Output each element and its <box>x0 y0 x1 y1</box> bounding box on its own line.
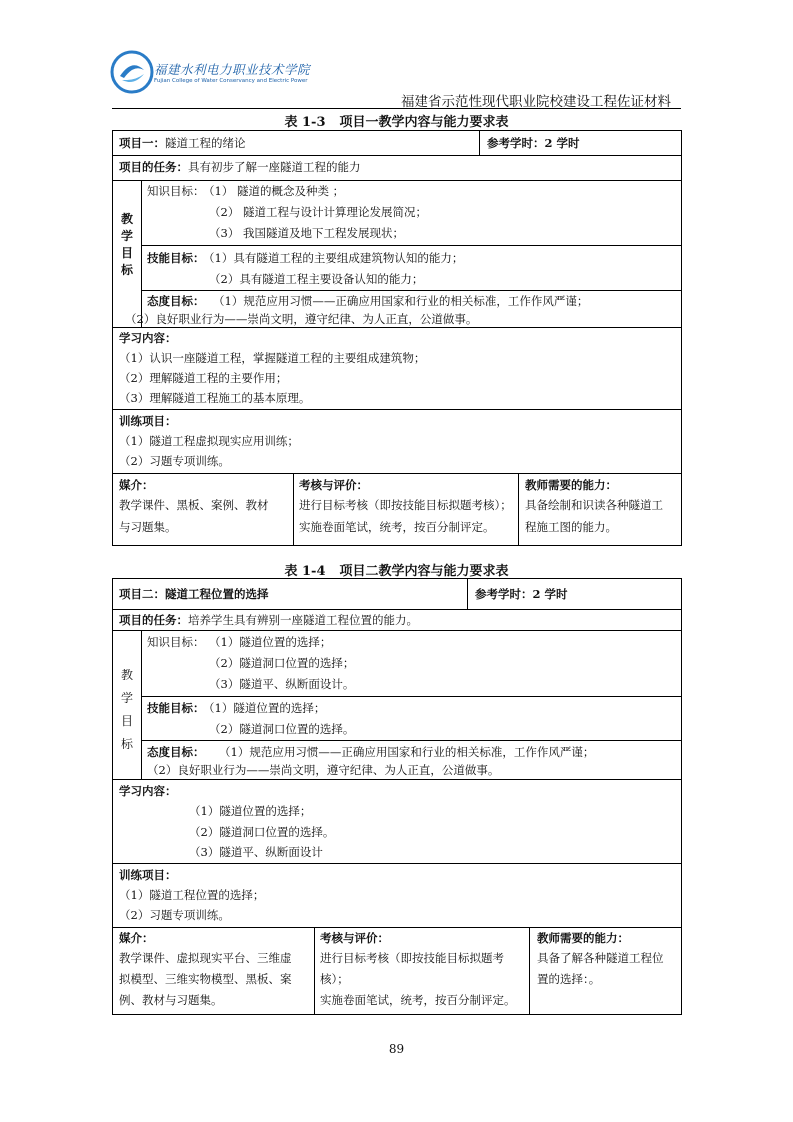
table1-project <box>119 135 246 151</box>
table2-training-row <box>113 863 681 928</box>
table2-content-label: 学习内容： <box>119 784 177 798</box>
table2-caption-number: 表 1-4 <box>284 564 326 579</box>
table2-media-line: 教学课件、虚拟现实平台、三维虚 <box>119 951 292 965</box>
table1-project-name: 隧道工程的绪论 <box>165 136 246 150</box>
table2-knowledge-item: （1）隧道位置的选择； <box>209 635 332 649</box>
table1-attitude-label: 态度目标： <box>147 294 205 308</box>
table1-project-label: 项目一： <box>119 136 165 150</box>
table2-hours: 参考学时：2 学时 <box>475 587 568 601</box>
side-char: 教 <box>120 212 133 226</box>
table2-teacher-line: 具备了解各种隧道工程位 <box>537 951 664 965</box>
table2-skill-label: 技能目标： <box>147 701 205 715</box>
table2-attitude-label: 态度目标： <box>147 745 205 759</box>
table2-knowledge-item: （3）隧道平、纵断面设计。 <box>209 677 355 691</box>
table1-objectives <box>113 180 681 328</box>
table1-hours: 参考学时：2 学时 <box>487 136 580 150</box>
table2-content-item: （1）隧道位置的选择； <box>189 804 312 818</box>
side-char: 标 <box>120 737 133 751</box>
table1-caption <box>112 111 681 130</box>
table1-media-line: 教学课件、黑板、案例、教材 <box>119 498 269 512</box>
table1-knowledge-item: （1） 隧道的概念及种类 ； <box>203 184 345 198</box>
table2-media-line: 拟模型、三维实物模型、黑板、案 <box>119 972 292 986</box>
table2-header-row <box>113 579 681 610</box>
table1-task-text: 具有初步了解一座隧道工程的能力 <box>188 160 361 174</box>
table2-project-label: 项目二： <box>119 587 165 601</box>
table2-knowledge-item: （2）隧道洞口位置的选择； <box>209 656 355 670</box>
table1-skill-item: （1）具有隧道工程的主要组成建筑物认知的能力； <box>203 251 464 265</box>
header-divider <box>112 108 681 109</box>
table1-assess-line: 进行目标考核（即按技能目标拟题考核）； <box>299 498 512 512</box>
divider <box>141 740 681 741</box>
table2-footer-row <box>113 927 681 1014</box>
table2-skill-item: （1）隧道位置的选择； <box>203 701 326 715</box>
table2-project <box>119 586 269 602</box>
table1-attitude-item: （1）规范应用习惯——正确应用国家和行业的相关标准，工作作风严谨； <box>213 294 589 308</box>
side-char: 学 <box>120 229 133 243</box>
table1 <box>112 130 682 546</box>
table2-content-item: （2）隧道洞口位置的选择。 <box>189 825 335 839</box>
page-header: 福建省示范性现代职业院校建设工程佐证材料 <box>401 94 671 110</box>
table1-footer-row <box>113 473 681 545</box>
table1-knowledge-item: （3） 我国隧道及地下工程发展现状； <box>209 226 404 240</box>
divider <box>518 473 519 545</box>
table2-content-row <box>113 779 681 864</box>
table1-header-row <box>113 131 681 156</box>
table1-media-label: 媒介： <box>119 478 154 492</box>
table1-content-item: （3）理解隧道工程施工的基本原理。 <box>119 391 311 405</box>
table1-content-item: （1）认识一座隧道工程，掌握隧道工程的主要组成建筑物； <box>119 351 426 365</box>
table1-skill-item: （2）具有隧道工程主要设备认知的能力； <box>209 272 424 286</box>
table1-media-line: 与习题集。 <box>119 520 177 534</box>
table2-side-label <box>113 664 141 756</box>
table1-side-label <box>113 210 141 278</box>
table1-training-item: （2）习题专项训练。 <box>119 454 230 468</box>
table2-objectives <box>113 630 681 780</box>
side-char: 目 <box>120 246 133 260</box>
side-char: 学 <box>120 691 133 705</box>
table2-content-item: （3）隧道平、纵断面设计 <box>189 845 323 859</box>
table2-task-row <box>113 609 681 631</box>
table1-knowledge-item: （2） 隧道工程与设计计算理论发展简况； <box>209 205 427 219</box>
table1-task-row <box>113 155 681 181</box>
divider <box>467 579 468 609</box>
table2-assess-line: 实施卷面笔试，统考，按百分制评定。 <box>320 993 516 1007</box>
table1-caption-number: 表 1-3 <box>284 115 326 130</box>
table1-content-item: （2）理解隧道工程的主要作用； <box>119 371 288 385</box>
table2 <box>112 578 682 1015</box>
side-char: 标 <box>120 263 133 277</box>
table1-content-label: 学习内容： <box>119 331 177 345</box>
logo-text-cn: 福建水利电力职业技术学院 <box>154 62 311 77</box>
table2-teacher-line: 置的选择：。 <box>537 972 601 986</box>
table1-skill-label: 技能目标： <box>147 251 205 265</box>
table2-media-label: 媒介： <box>119 931 154 945</box>
table1-assess-line: 实施卷面笔试，统考，按百分制评定。 <box>299 520 495 534</box>
table2-training-label: 训练项目： <box>119 868 177 882</box>
divider <box>293 473 294 545</box>
logo-text-en: Fujian College of Water Conservancy and Electric Power <box>154 78 308 84</box>
table2-caption-text: 项目二教学内容与能力要求表 <box>339 564 509 579</box>
divider <box>141 290 681 291</box>
table1-knowledge-label: 知识目标： <box>147 184 205 198</box>
table1-teacher-line: 具备绘制和识读各种隧道工 <box>525 498 663 512</box>
table1-task-label: 项目的任务： <box>119 160 188 174</box>
divider <box>141 180 142 327</box>
table2-training-item: （1）隧道工程位置的选择； <box>119 888 265 902</box>
table2-media-line: 例、教材与习题集。 <box>119 993 223 1007</box>
divider <box>479 131 480 155</box>
table2-training-item: （2）习题专项训练。 <box>119 908 230 922</box>
page-number: 89 <box>388 1042 405 1056</box>
side-char: 目 <box>120 714 133 728</box>
table1-attitude-item: （2）良好职业行为——崇尚文明，遵守纪律、为人正直，公道做事。 <box>125 312 478 326</box>
table2-assess-line: 核）； <box>320 972 349 986</box>
college-logo <box>110 50 310 100</box>
table1-training-row <box>113 409 681 474</box>
table2-task-label: 项目的任务： <box>119 613 188 627</box>
college-emblem-icon <box>110 50 154 94</box>
table2-skill-item: （2）隧道洞口位置的选择。 <box>209 722 355 736</box>
table2-attitude-item: （2）良好职业行为——崇尚文明，遵守纪律、为人正直，公道做事。 <box>147 763 500 777</box>
table2-caption <box>112 560 681 579</box>
table2-assess-line: 进行目标考核（即按技能目标拟题考 <box>320 951 504 965</box>
table2-assess-label: 考核与评价： <box>320 931 389 945</box>
table1-task <box>119 159 361 175</box>
table1-training-item: （1）隧道工程虚拟现实应用训练； <box>119 434 299 448</box>
divider <box>141 630 142 779</box>
divider <box>141 696 681 697</box>
table1-teacher-line: 程施工图的能力。 <box>525 520 617 534</box>
table2-task-text: 培养学生具有辨别一座隧道工程位置的能力。 <box>188 613 418 627</box>
divider <box>141 245 681 246</box>
divider <box>529 927 530 1014</box>
table2-task <box>119 612 418 628</box>
table1-caption-text: 项目一教学内容与能力要求表 <box>339 115 509 130</box>
divider <box>314 927 315 1014</box>
table2-attitude-item: （1）规范应用习惯——正确应用国家和行业的相关标准，工作作风严谨； <box>219 745 595 759</box>
table1-content-row <box>113 327 681 410</box>
table1-assess-label: 考核与评价： <box>299 478 368 492</box>
table2-knowledge-label: 知识目标： <box>147 635 205 649</box>
table1-training-label: 训练项目： <box>119 414 177 428</box>
table2-teacher-label: 教师需要的能力： <box>537 931 629 945</box>
table1-teacher-label: 教师需要的能力： <box>525 478 617 492</box>
table2-project-name: 隧道工程位置的选择 <box>165 587 269 601</box>
side-char: 教 <box>120 668 133 682</box>
